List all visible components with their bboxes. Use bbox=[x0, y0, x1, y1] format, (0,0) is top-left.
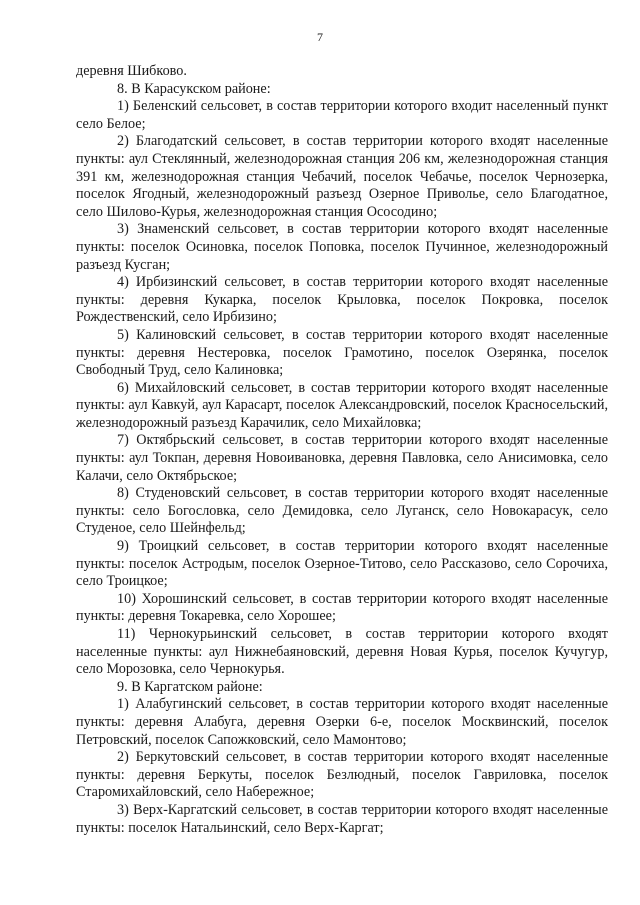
section-heading: 8. В Карасукском районе: bbox=[117, 80, 271, 97]
list-item: 6) Михайловский сельсовет, в состав территории которого входят населенные пункты: аул Кавкуй, аул Карасарт, поселок Александровский, поселок Красносельский, железнодорожный разъезд Карачилик, село Михайловка; bbox=[76, 379, 608, 431]
list-item: 1) Беленский сельсовет, в состав территории которого входит населенный пункт село Белое; bbox=[76, 98, 608, 132]
list-item: 3) Верх-Каргатский сельсовет, в состав территории которого входят населенные пункты: поселок Натальинский, село Верх-Каргат; bbox=[76, 801, 608, 836]
section-heading: 9. В Каргатском районе: bbox=[117, 678, 263, 695]
list-item: 9) Троицкий сельсовет, в состав территории которого входят населенные пункты: поселок Астродым, поселок Озерное-Титово, село Рассказово, село Сорочиха, село Троицкое; bbox=[76, 538, 608, 590]
paragraph: деревня Шибково. bbox=[76, 63, 187, 79]
list-item: 5) Калиновский сельсовет, в состав территории которого входят населенные пункты: деревня Нестеровка, поселок Грамотино, поселок Озерянка, поселок Свободный Труд, село Калиновка; bbox=[76, 326, 608, 379]
list-item: 7) Октябрьский сельсовет, в состав территории которого входят населенные пункты: аул Токпан, деревня Новоивановка, деревня Павловка, село Анисимовка, село Калачи, село Октябрьское; bbox=[76, 432, 608, 484]
list-item: 4) Ирбизинский сельсовет, в состав территории которого входят населенные пункты: деревня Кукарка, поселок Крыловка, поселок Покровка, поселок Рождественский, село Ирбизино; bbox=[76, 274, 608, 326]
list-item: 8) Студеновский сельсовет, в состав территории которого входят населенные пункты: село Богословка, село Демидовка, село Луганск, село Новокарасук, село Студеное, село Шейнфельд; bbox=[76, 485, 608, 537]
list-item: 10) Хорошинский сельсовет, в состав территории которого входят населенные пункты: деревня Токаревка, село Хорошее; bbox=[76, 590, 608, 625]
list-item: 2) Беркутовский сельсовет, в состав территории которого входят населенные пункты: деревня Беркуты, поселок Безлюдный, поселок Гавриловка, поселок Старомихайловский, село Набережное; bbox=[76, 749, 608, 801]
list-item: 2) Благодатский сельсовет, в состав территории которого входят населенные пункты: аул Стеклянный, железнодорожная станция 206 км, железнодорожная станция 391 км, железнодорожная станция Чебачий, поселок Чебачье, поселок Чернозерка, поселок Ягодный, железнодорожный разъезд Озерное Приволье, село Благодатное, село Шилово-Курья, железнодорожная станция Ососодино; bbox=[76, 133, 608, 220]
list-item: 11) Чернокурьинский сельсовет, в состав территории которого входят населенные пункты: аул Нижнебаяновский, деревня Новая Курья, поселок Кучугур, село Морозовка, село Чернокурья. bbox=[76, 626, 608, 678]
list-item: 1) Алабугинский сельсовет, в состав территории которого входят населенные пункты: деревня Алабуга, деревня Озерки 6-е, поселок Москвинский, поселок Петровский, поселок Сапожковский, село Мамонтово; bbox=[76, 696, 608, 748]
list-item: 3) Знаменский сельсовет, в состав территории которого входят населенные пункты: поселок Осиновка, поселок Поповка, поселок Пучинное, железнодорожный разъезд Кусган; bbox=[76, 221, 608, 273]
document-body bbox=[76, 63, 608, 837]
page-number: 7 bbox=[317, 30, 323, 44]
